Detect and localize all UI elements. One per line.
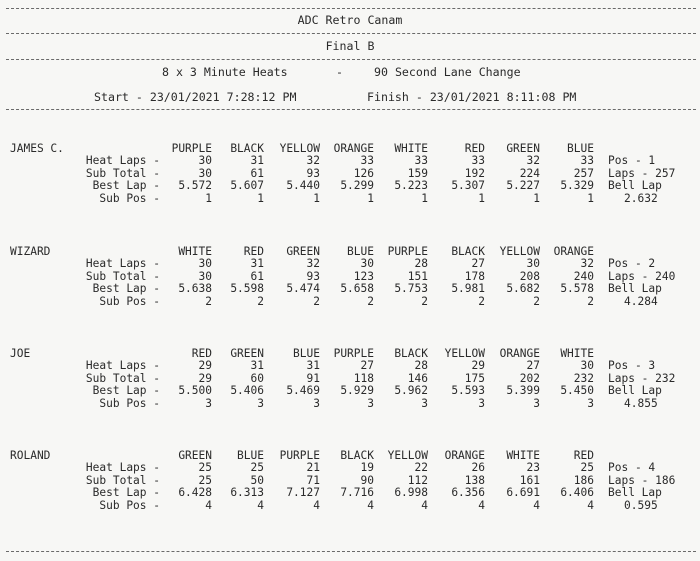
- lane-color-header: BLUE: [237, 449, 264, 462]
- row-label: Sub Pos -: [99, 498, 160, 512]
- sub-pos-cell: 2: [478, 294, 485, 308]
- sub-pos-cell: 2: [421, 294, 428, 308]
- lane-color-header: BLUE: [347, 245, 374, 258]
- best-lap-cell: 5.607: [230, 179, 264, 193]
- sub-total-cell: 112: [407, 473, 428, 487]
- row-label: Sub Total -: [85, 371, 160, 385]
- row-label: Heat Laps -: [85, 257, 160, 271]
- heat-laps-cell: 21: [306, 461, 320, 475]
- best-lap-cell: 5.500: [178, 384, 212, 398]
- sub-total-cell: 61: [250, 166, 264, 180]
- sub-pos-cell: 2: [533, 294, 540, 308]
- lane-color-header: RED: [573, 449, 594, 462]
- heat-laps-cell: 31: [306, 359, 320, 373]
- heat-laps-cell: 33: [360, 154, 374, 168]
- sub-total-cell: 91: [306, 371, 320, 385]
- best-lap-cell: 5.682: [506, 282, 540, 296]
- lane-color-header: BLUE: [293, 347, 320, 360]
- sub-pos-cell: 4: [587, 498, 594, 512]
- sub-total-cell: 29: [198, 371, 212, 385]
- sub-pos-cell: 1: [421, 191, 428, 205]
- sub-pos-cell: 4: [367, 498, 374, 512]
- sub-total-cell: 208: [519, 269, 540, 283]
- heat-laps-cell: 25: [580, 461, 594, 475]
- finish-time: Finish - 23/01/2021 8:11:08 PM: [367, 90, 577, 104]
- sub-total-cell: 151: [407, 269, 428, 283]
- final-position: Pos - 4: [608, 461, 656, 475]
- lane-color-header: PURPLE: [333, 347, 374, 360]
- sub-total-cell: 123: [353, 269, 374, 283]
- heat-laps-cell: 27: [471, 257, 485, 271]
- lane-color-header: GREEN: [178, 449, 212, 462]
- heat-laps-cell: 33: [580, 154, 594, 168]
- divider-top: [6, 8, 696, 9]
- best-lap-cell: 6.428: [178, 486, 212, 500]
- lane-color-header: RED: [243, 245, 264, 258]
- lane-color-header: ORANGE: [333, 142, 374, 155]
- final-position: Pos - 3: [608, 359, 656, 373]
- best-lap-cell: 5.578: [560, 282, 594, 296]
- lane-color-header: GREEN: [506, 142, 540, 155]
- best-lap-cell: 5.223: [394, 179, 428, 193]
- sub-pos-cell: 3: [587, 396, 594, 410]
- final-position: Pos - 2: [608, 257, 656, 271]
- best-lap-cell: 5.450: [560, 384, 594, 398]
- row-label: Heat Laps -: [85, 154, 160, 168]
- best-lap-cell: 5.753: [394, 282, 428, 296]
- sub-pos-cell: 3: [478, 396, 485, 410]
- sub-total-cell: 25: [198, 473, 212, 487]
- lane-color-header: PURPLE: [279, 449, 320, 462]
- sub-pos-cell: 4: [421, 498, 428, 512]
- sub-pos-cell: 3: [313, 396, 320, 410]
- heat-laps-cell: 19: [360, 461, 374, 475]
- driver-name: WIZARD: [10, 245, 51, 258]
- heat-laps-cell: 31: [250, 257, 264, 271]
- bell-lap-value: 4.284: [624, 294, 658, 308]
- row-label: Sub Pos -: [99, 396, 160, 410]
- best-lap-cell: 5.658: [340, 282, 374, 296]
- row-label: Sub Total -: [85, 269, 160, 283]
- heat-laps-cell: 23: [526, 461, 540, 475]
- lane-color-header: WHITE: [506, 449, 540, 462]
- heat-laps-cell: 27: [526, 359, 540, 373]
- heat-laps-cell: 32: [306, 257, 320, 271]
- driver-name: ROLAND: [10, 449, 51, 462]
- lane-color-header: WHITE: [394, 142, 428, 155]
- bell-lap-value: 2.632: [624, 191, 658, 205]
- sub-total-cell: 30: [198, 269, 212, 283]
- sub-total-cell: 126: [353, 166, 374, 180]
- heat-laps-cell: 26: [471, 461, 485, 475]
- bell-lap-label: Bell Lap: [608, 486, 662, 500]
- sub-total-cell: 161: [519, 473, 540, 487]
- best-lap-cell: 6.998: [394, 486, 428, 500]
- lane-color-header: GREEN: [230, 347, 264, 360]
- sub-total-cell: 257: [573, 166, 594, 180]
- lane-color-header: WHITE: [178, 245, 212, 258]
- best-lap-cell: 6.691: [506, 486, 540, 500]
- bell-lap-value: 0.595: [624, 498, 658, 512]
- heat-laps-cell: 22: [414, 461, 428, 475]
- row-label: Heat Laps -: [85, 461, 160, 475]
- best-lap-cell: 5.399: [506, 384, 540, 398]
- heat-laps-cell: 25: [198, 461, 212, 475]
- heat-laps-cell: 31: [250, 154, 264, 168]
- row-label: Sub Total -: [85, 473, 160, 487]
- heat-laps-cell: 33: [471, 154, 485, 168]
- best-lap-cell: 5.227: [506, 179, 540, 193]
- heat-laps-cell: 29: [198, 359, 212, 373]
- lane-color-header: BLACK: [340, 449, 374, 462]
- sub-pos-cell: 4: [478, 498, 485, 512]
- lane-color-header: RED: [191, 347, 212, 360]
- bell-lap-value: 4.855: [624, 396, 658, 410]
- sub-pos-cell: 1: [478, 191, 485, 205]
- lane-color-header: ORANGE: [444, 449, 485, 462]
- row-label: Best Lap -: [92, 384, 160, 398]
- sub-total-cell: 232: [573, 371, 594, 385]
- best-lap-cell: 7.127: [286, 486, 320, 500]
- best-lap-cell: 5.307: [451, 179, 485, 193]
- divider-header: [6, 109, 696, 110]
- final-position: Pos - 1: [608, 154, 656, 168]
- row-label: Heat Laps -: [85, 359, 160, 373]
- best-lap-cell: 7.716: [340, 486, 374, 500]
- heat-laps-cell: 32: [526, 154, 540, 168]
- heat-laps-cell: 25: [250, 461, 264, 475]
- bell-lap-label: Bell Lap: [608, 179, 662, 193]
- sub-pos-cell: 3: [367, 396, 374, 410]
- lane-change-info: 90 Second Lane Change: [374, 65, 521, 79]
- sub-pos-cell: 1: [257, 191, 264, 205]
- sub-pos-cell: 1: [367, 191, 374, 205]
- best-lap-cell: 5.406: [230, 384, 264, 398]
- divider-title: [6, 33, 696, 34]
- divider-bottom: [6, 551, 696, 552]
- best-lap-cell: 5.962: [394, 384, 428, 398]
- bell-lap-label: Bell Lap: [608, 384, 662, 398]
- lane-color-header: WHITE: [560, 347, 594, 360]
- sub-total-cell: 186: [573, 473, 594, 487]
- sub-pos-cell: 4: [257, 498, 264, 512]
- sub-total-cell: 93: [306, 166, 320, 180]
- total-laps: Laps - 257: [608, 166, 676, 180]
- total-laps: Laps - 232: [608, 371, 676, 385]
- heat-laps-cell: 30: [526, 257, 540, 271]
- header-separator: -: [336, 65, 343, 79]
- race-title: ADC Retro Canam: [297, 13, 403, 27]
- sub-pos-cell: 2: [313, 294, 320, 308]
- race-event: Final B: [325, 39, 375, 53]
- lane-color-header: PURPLE: [171, 142, 212, 155]
- best-lap-cell: 5.929: [340, 384, 374, 398]
- sub-pos-cell: 4: [533, 498, 540, 512]
- sub-total-cell: 192: [464, 166, 485, 180]
- best-lap-cell: 5.598: [230, 282, 264, 296]
- sub-total-cell: 178: [464, 269, 485, 283]
- best-lap-cell: 6.406: [560, 486, 594, 500]
- best-lap-cell: 5.440: [286, 179, 320, 193]
- sub-pos-cell: 1: [205, 191, 212, 205]
- row-label: Best Lap -: [92, 179, 160, 193]
- total-laps: Laps - 240: [608, 269, 676, 283]
- sub-pos-cell: 2: [367, 294, 374, 308]
- lane-color-header: GREEN: [286, 245, 320, 258]
- bell-lap-label: Bell Lap: [608, 282, 662, 296]
- sub-pos-cell: 3: [205, 396, 212, 410]
- sub-pos-cell: 3: [421, 396, 428, 410]
- sub-total-cell: 175: [464, 371, 485, 385]
- heat-laps-cell: 28: [414, 257, 428, 271]
- row-label: Sub Total -: [85, 166, 160, 180]
- sub-pos-cell: 4: [313, 498, 320, 512]
- lane-color-header: YELLOW: [387, 449, 428, 462]
- sub-total-cell: 159: [407, 166, 428, 180]
- best-lap-cell: 5.572: [178, 179, 212, 193]
- best-lap-cell: 5.329: [560, 179, 594, 193]
- sub-total-cell: 50: [250, 473, 264, 487]
- row-label: Best Lap -: [92, 486, 160, 500]
- heat-laps-cell: 27: [360, 359, 374, 373]
- sub-pos-cell: 2: [257, 294, 264, 308]
- sub-total-cell: 146: [407, 371, 428, 385]
- sub-total-cell: 224: [519, 166, 540, 180]
- driver-name: JAMES C.: [10, 142, 64, 155]
- heat-laps-cell: 30: [360, 257, 374, 271]
- best-lap-cell: 5.638: [178, 282, 212, 296]
- heats-info: 8 x 3 Minute Heats: [162, 65, 288, 79]
- heat-laps-cell: 28: [414, 359, 428, 373]
- sub-total-cell: 138: [464, 473, 485, 487]
- row-label: Sub Pos -: [99, 294, 160, 308]
- heat-laps-cell: 30: [198, 257, 212, 271]
- lane-color-header: RED: [464, 142, 485, 155]
- best-lap-cell: 6.356: [451, 486, 485, 500]
- sub-total-cell: 60: [250, 371, 264, 385]
- sub-total-cell: 30: [198, 166, 212, 180]
- sub-pos-cell: 2: [587, 294, 594, 308]
- row-label: Sub Pos -: [99, 191, 160, 205]
- heat-laps-cell: 33: [414, 154, 428, 168]
- heat-laps-cell: 32: [580, 257, 594, 271]
- lane-color-header: PURPLE: [387, 245, 428, 258]
- heat-laps-cell: 30: [580, 359, 594, 373]
- sub-pos-cell: 3: [257, 396, 264, 410]
- best-lap-cell: 5.981: [451, 282, 485, 296]
- lane-color-header: BLACK: [451, 245, 485, 258]
- sub-total-cell: 202: [519, 371, 540, 385]
- sub-total-cell: 90: [360, 473, 374, 487]
- best-lap-cell: 5.474: [286, 282, 320, 296]
- heat-laps-cell: 30: [198, 154, 212, 168]
- best-lap-cell: 5.299: [340, 179, 374, 193]
- best-lap-cell: 6.313: [230, 486, 264, 500]
- row-label: Best Lap -: [92, 282, 160, 296]
- lane-color-header: YELLOW: [499, 245, 540, 258]
- sub-total-cell: 118: [353, 371, 374, 385]
- sub-pos-cell: 4: [205, 498, 212, 512]
- divider-event: [6, 59, 696, 60]
- lane-color-header: ORANGE: [499, 347, 540, 360]
- heat-laps-cell: 29: [471, 359, 485, 373]
- lane-color-header: YELLOW: [279, 142, 320, 155]
- sub-total-cell: 71: [306, 473, 320, 487]
- sub-pos-cell: 1: [587, 191, 594, 205]
- heat-laps-cell: 32: [306, 154, 320, 168]
- sub-total-cell: 240: [573, 269, 594, 283]
- heat-laps-cell: 31: [250, 359, 264, 373]
- best-lap-cell: 5.593: [451, 384, 485, 398]
- lane-color-header: BLACK: [394, 347, 428, 360]
- lane-color-header: BLACK: [230, 142, 264, 155]
- best-lap-cell: 5.469: [286, 384, 320, 398]
- lane-color-header: ORANGE: [553, 245, 594, 258]
- start-time: Start - 23/01/2021 7:28:12 PM: [94, 90, 297, 104]
- sub-total-cell: 93: [306, 269, 320, 283]
- sub-total-cell: 61: [250, 269, 264, 283]
- sub-pos-cell: 1: [313, 191, 320, 205]
- lane-color-header: BLUE: [567, 142, 594, 155]
- total-laps: Laps - 186: [608, 473, 676, 487]
- sub-pos-cell: 1: [533, 191, 540, 205]
- sub-pos-cell: 2: [205, 294, 212, 308]
- driver-name: JOE: [10, 347, 31, 360]
- lane-color-header: YELLOW: [444, 347, 485, 360]
- sub-pos-cell: 3: [533, 396, 540, 410]
